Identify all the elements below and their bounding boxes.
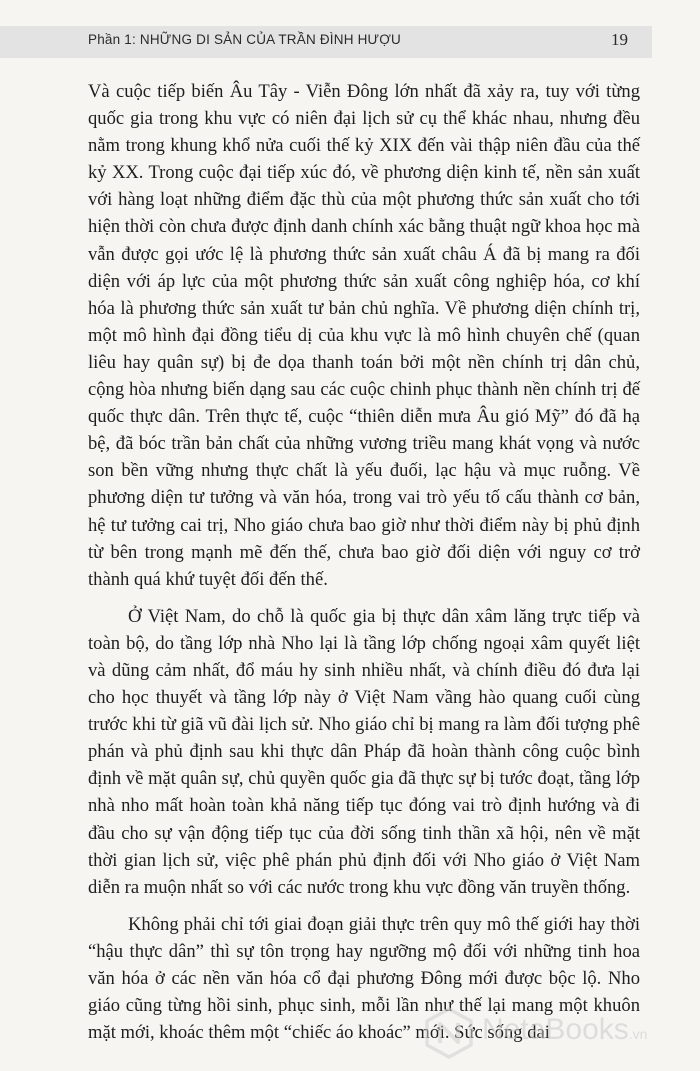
paragraph: Và cuộc tiếp biến Âu Tây - Viễn Đông lớn nhất đã xảy ra, tuy với từng quốc gia trong khu vực có niên đại lịch sử cụ thể khác nhau, nhưng đều nằm trong khung khổ nửa cuối thế kỷ XIX đến vài thập niên đầu của thế kỷ XX. Trong cuộc đại tiếp xúc đó, về phương diện kinh tế, nền sản xuất với hàng loạt những điểm đặc thù của một phương thức sản xuất cho tới hiện thời còn chưa được định danh chính xác bằng thuật ngữ khoa học mà vẫn được gọi ước lệ là phương thức sản xuất châu Á đã bị mang ra đối diện với áp lực của một phương thức sản xuất công nghiệp hóa, cơ khí hóa là phương thức sản xuất tư bản chủ nghĩa. Về phương diện chính trị, một mô hình đại đồng tiểu dị của khu vực là mô hình chuyên chế (quan liêu hay quân sự) bị đe dọa thanh toán bởi một nền chính trị dân chủ, cộng hòa nhưng biến dạng sau các cuộc chinh phục thành nền chính trị đế quốc thực dân. Trên thực tế, cuộc “thiên diễn mưa Âu gió Mỹ” đó đã hạ bệ, đã bóc trần bản chất của những vương triều mang khát vọng và nước son bền vững nhưng thực chất là yếu đuối, lạc hậu và mục ruỗng. Về phương diện tư tưởng và văn hóa, trong vai trò yếu tố cấu thành cơ bản, hệ tư tưởng cai trị, Nho giáo chưa bao giờ như thời điểm này bị phủ định từ bên trong mạnh mẽ đến thế, chưa bao giờ đối diện với nguy cơ trở thành quá khứ tuyệt đối đến thế. bbox=[88, 81, 640, 590]
watermark-text bbox=[482, 1013, 647, 1047]
paragraph: Không phải chỉ tới giai đoạn giải thực trên quy mô thế giới hay thời “hậu thực dân” thì sự tôn trọng hay ngưỡng mộ đối với những tinh hoa văn hóa ở các nền văn hóa cổ đại phương Đông mới được bộc lộ. Nho giáo cũng từng hồi sinh, phục sinh, mỗi lần như thế lại mang một khuôn mặt mới, khoác thêm một “chiếc áo khoác” mới. Sức sống dai bbox=[88, 913, 640, 1044]
page-number: 19 bbox=[611, 30, 628, 49]
chapter-title: Phần 1: NHỮNG DI SẢN CỦA TRẦN ĐÌNH HƯỢU bbox=[88, 32, 401, 47]
body-text bbox=[88, 78, 640, 1046]
running-header bbox=[0, 26, 652, 58]
watermark-suffix: .vn bbox=[628, 1026, 648, 1042]
netabooks-logo-icon bbox=[424, 1007, 474, 1059]
paragraph: Ở Việt Nam, do chỗ là quốc gia bị thực dân xâm lăng trực tiếp và toàn bộ, do tầng lớp nhà Nho lại là tầng lớp chống ngoại xâm quyết liệt và dũng cảm nhất, đổ máu hy sinh nhiều nhất, và chính điều đó đưa lại cho học thuyết và tầng lớp này ở Việt Nam vầng hào quang cuối cùng trước khi từ giã vũ đài lịch sử. Nho giáo chỉ bị mang ra làm đối tượng phê phán và phủ định sau khi thực dân Pháp đã hoàn thành công cuộc bình định về mặt quân sự, chủ quyền quốc gia đã thực sự bị tước đoạt, tầng lớp nhà nho mất hoàn toàn khả năng tiếp tục đóng vai trò định hướng và đi đầu cho sự vận động tiếp tục của đời sống tinh thần xã hội, nên về mặt thời gian lịch sử, việc phê phán phủ định đối với Nho giáo ở Việt Nam diễn ra muộn nhất so với các nước trong khu vực đồng văn truyền thống. bbox=[88, 605, 640, 898]
watermark bbox=[424, 1003, 694, 1063]
watermark-brand: NetaBooks bbox=[482, 1013, 629, 1046]
